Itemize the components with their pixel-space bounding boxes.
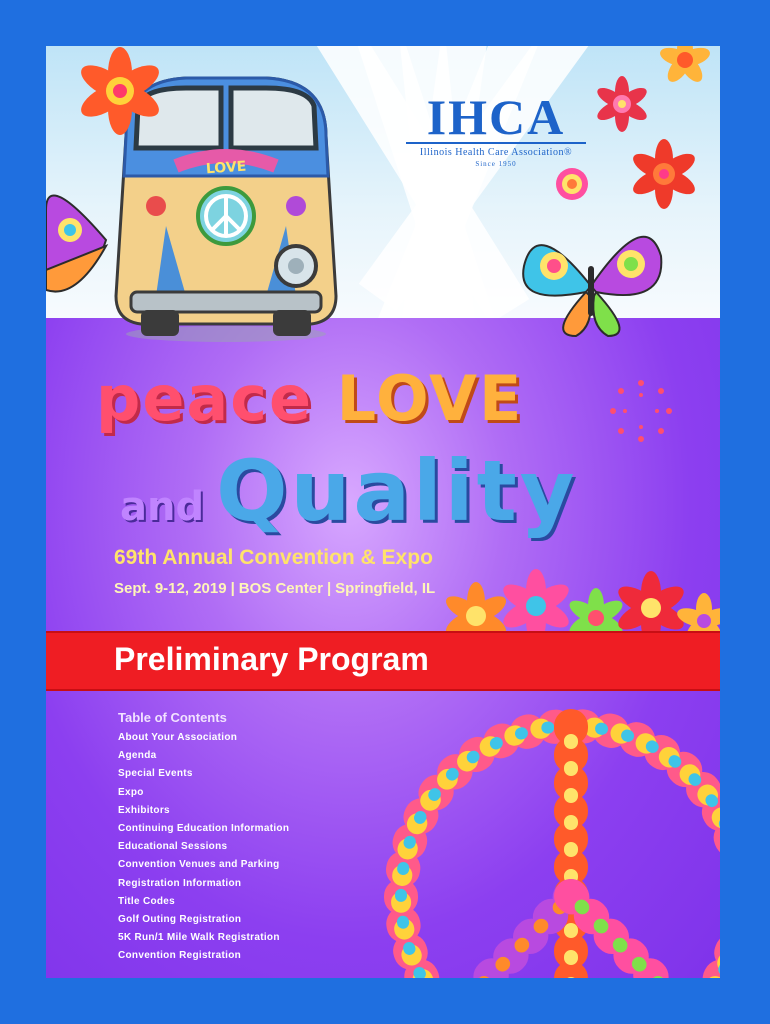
- logo-subtitle: Illinois Health Care Association®: [419, 147, 573, 158]
- headline-line-2: [120, 442, 578, 560]
- separator: |: [230, 580, 235, 597]
- flower-icon: [70, 46, 170, 136]
- toc-item: 5K Run/1 Mile Walk Registration: [118, 932, 280, 944]
- flower-icon: [592, 74, 652, 134]
- toc-item: Golf Outing Registration: [118, 913, 242, 925]
- banner-label: Preliminary Program: [114, 641, 429, 677]
- headline-love: LOVE: [336, 362, 524, 435]
- convention-title: 69th Annual Convention & Expo: [114, 546, 433, 569]
- flower-icon: [626, 136, 702, 212]
- flower-icon: [552, 164, 592, 204]
- toc-item: Convention Venues and Parking: [118, 859, 280, 871]
- butterfly-icon: [46, 170, 116, 300]
- logo-since: Since 1950: [475, 160, 517, 168]
- preliminary-program-banner: [46, 631, 720, 691]
- toc-item: Expo: [118, 786, 144, 798]
- cover-page: [46, 46, 720, 978]
- toc-item: Exhibitors: [118, 804, 170, 816]
- toc-item: Special Events: [118, 768, 193, 780]
- butterfly-icon: [516, 226, 666, 346]
- table-of-contents: [118, 710, 358, 965]
- toc-item: Educational Sessions: [118, 841, 228, 853]
- van-love-badge: LOVE: [205, 158, 247, 178]
- separator: |: [326, 580, 332, 597]
- flower-icon: [652, 46, 718, 80]
- ihca-logo: [406, 89, 586, 168]
- toc-list: [118, 729, 358, 965]
- toc-item: Agenda: [118, 750, 157, 762]
- toc-item: Title Codes: [118, 895, 176, 907]
- headline-peace: peace: [96, 362, 314, 435]
- event-city: Springfield, IL: [335, 580, 436, 597]
- toc-item: Convention Registration: [118, 950, 242, 962]
- headline-line-1: [96, 364, 523, 434]
- toc-item: About Your Association: [118, 732, 238, 743]
- flower-cluster: [436, 566, 720, 636]
- logo-wordmark: IHCA: [406, 92, 586, 144]
- peace-sign-icon: [336, 696, 720, 978]
- event-details: [114, 580, 435, 597]
- toc-item: Registration Information: [118, 877, 242, 889]
- headline-quality: Quality: [216, 442, 578, 540]
- sparkle-dots: [606, 376, 676, 446]
- headline-and: and: [120, 484, 205, 530]
- event-venue: BOS Center: [238, 580, 323, 597]
- toc-heading: Table of Contents: [118, 710, 227, 725]
- event-date: Sept. 9-12, 2019: [114, 580, 227, 597]
- toc-item: Continuing Education Information: [118, 822, 290, 834]
